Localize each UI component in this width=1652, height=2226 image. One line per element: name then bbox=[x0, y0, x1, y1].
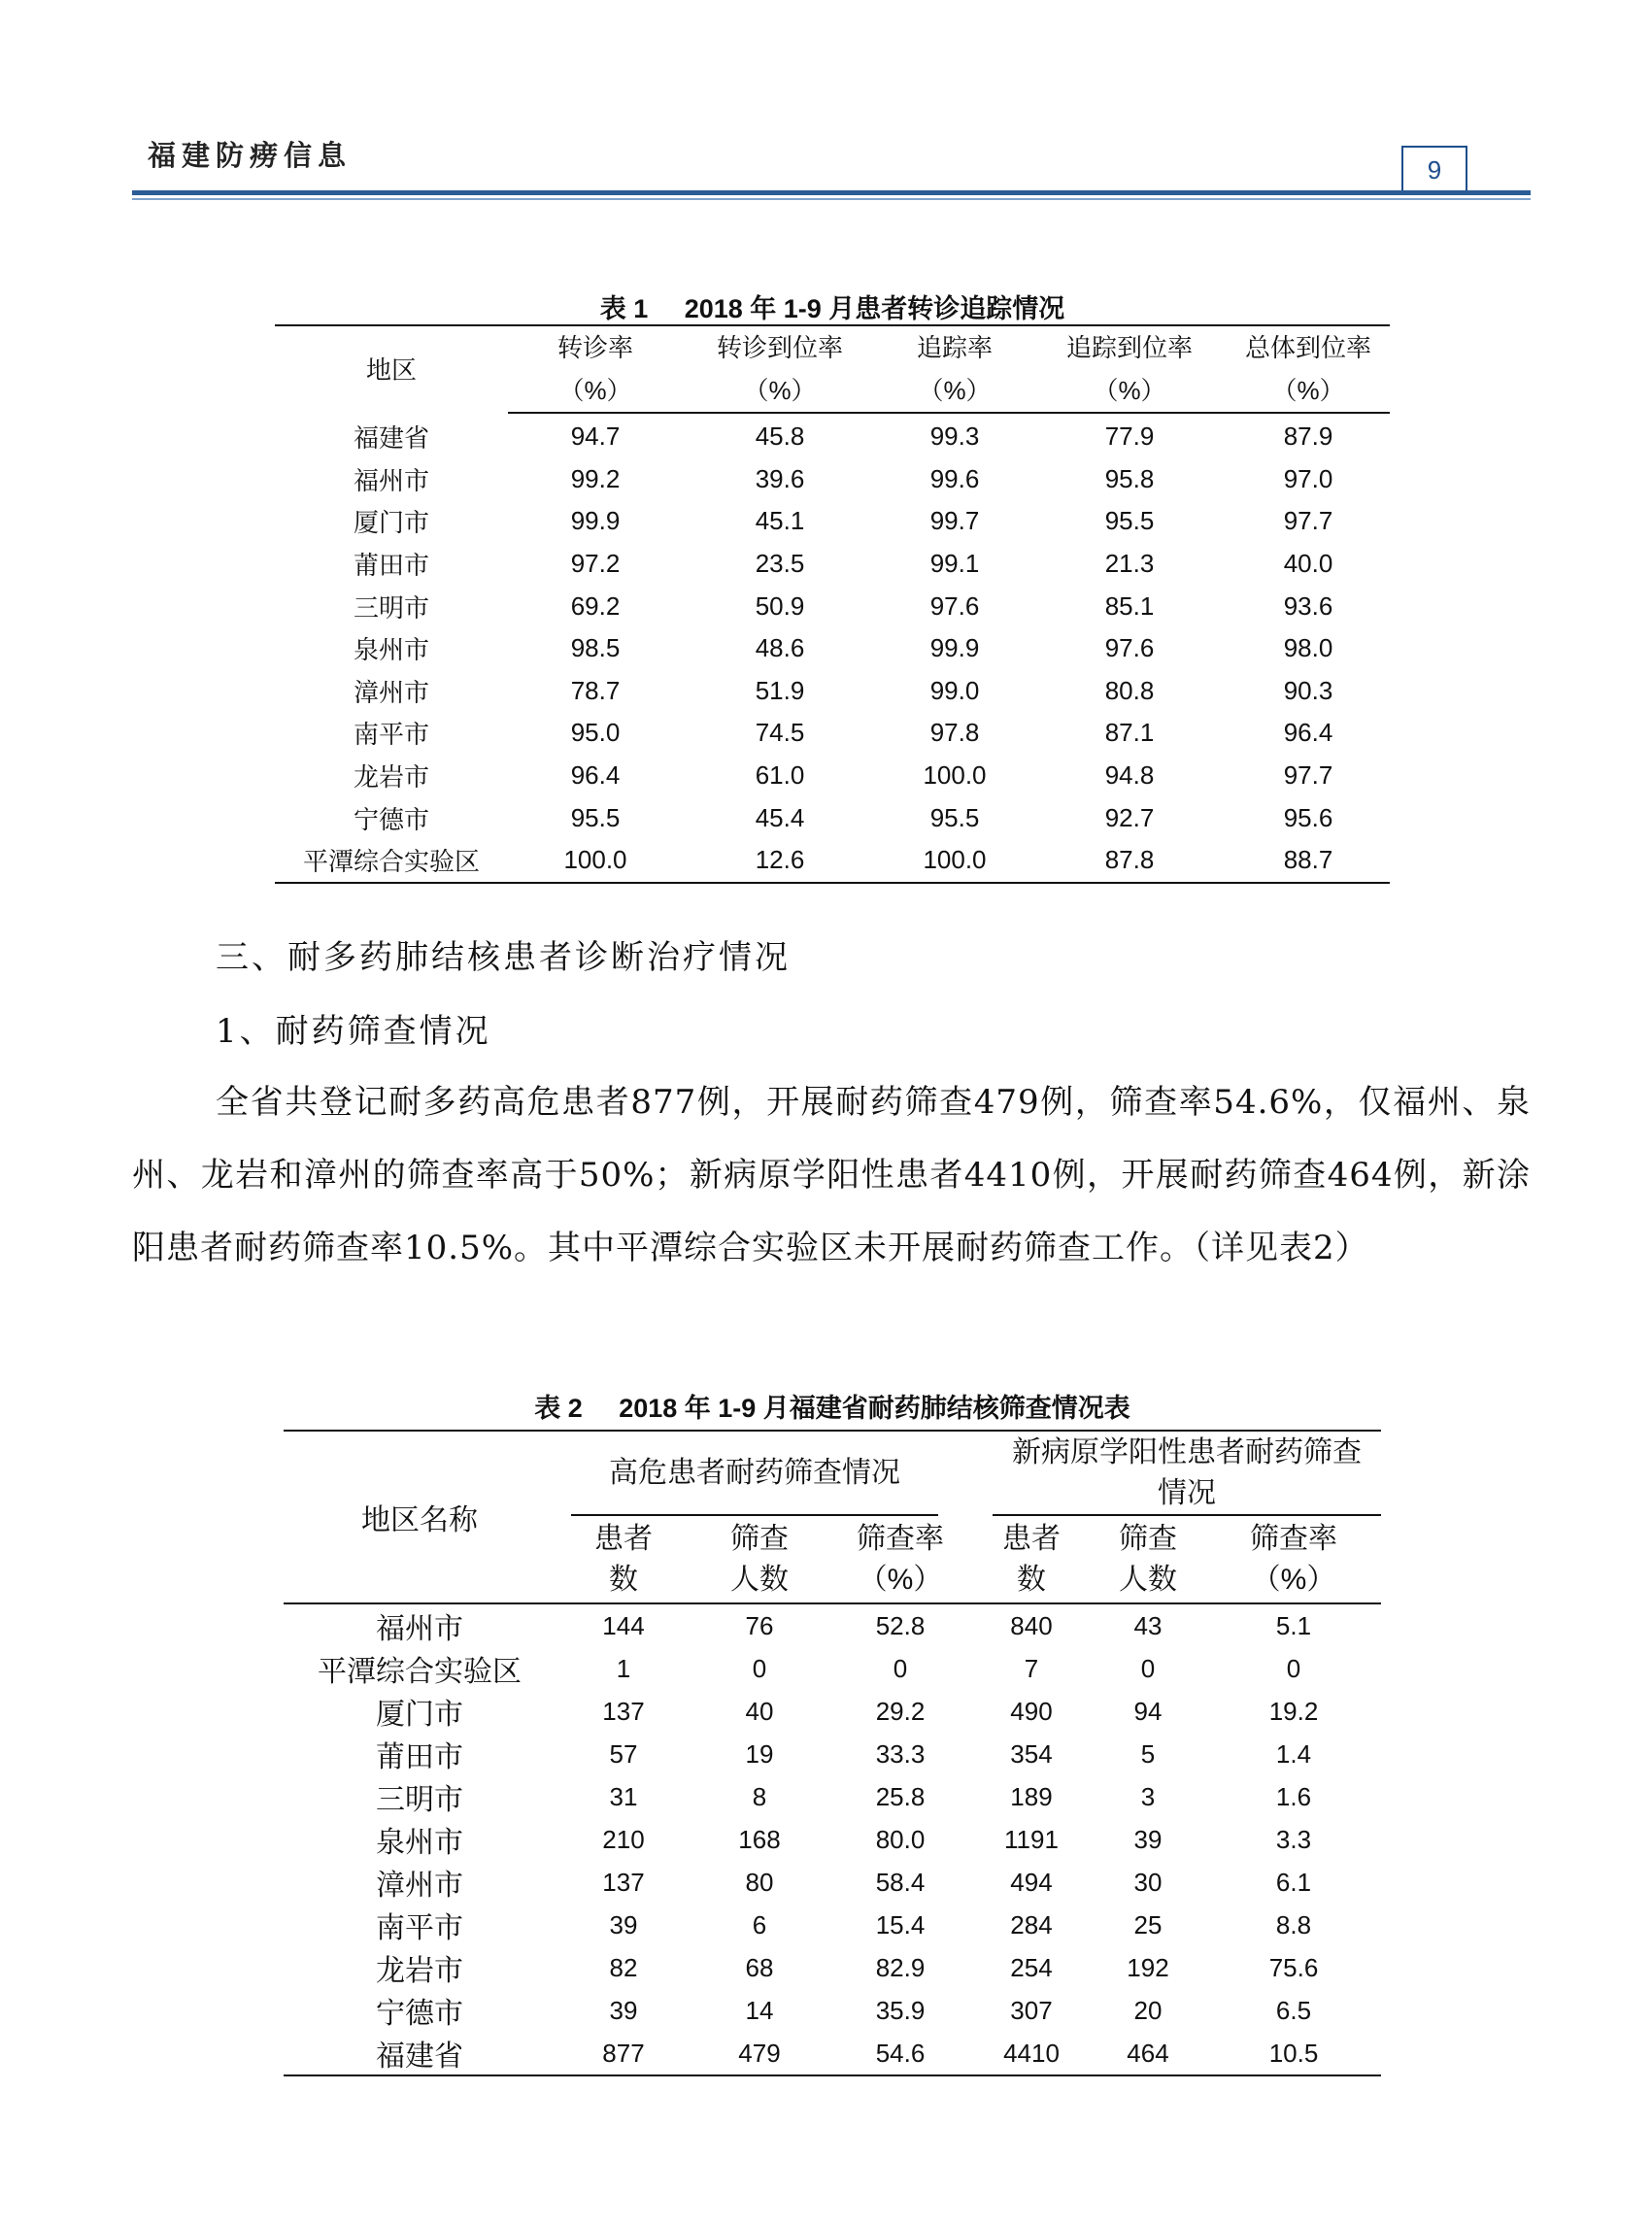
value-cell: 4410 bbox=[1003, 2038, 1060, 2068]
section-paragraph: 全省共登记耐多药高危患者877例，开展耐药筛查479例，筛查率54.6%，仅福州、泉州、龙岩和漳州的筛查率高于50%；新病原学阳性患者4410例，开展耐药筛查464例，新涂阳患者耐药筛查率10.5%。其中平潭综合实验区未开展耐药筛查工作。（详见表2） bbox=[132, 1083, 1531, 1267]
value-cell: 50.9 bbox=[755, 590, 805, 621]
value-cell: 192 bbox=[1127, 1952, 1169, 1982]
value-cell: 5 bbox=[1140, 1738, 1156, 1769]
table2-subheader: 筛查率 （%） bbox=[1206, 1517, 1381, 1603]
table-row bbox=[284, 1690, 1381, 1733]
region-name-cell: 南平市 bbox=[353, 720, 429, 750]
value-cell: 95.5 bbox=[570, 802, 621, 832]
table-row bbox=[275, 670, 1390, 713]
region-name-cell: 漳州市 bbox=[353, 677, 429, 707]
header-title: 福建防痨信息 bbox=[148, 139, 353, 172]
value-cell: 97.7 bbox=[1283, 760, 1333, 791]
value-cell: 7 bbox=[1024, 1653, 1039, 1683]
table-row bbox=[284, 2032, 1381, 2075]
value-cell: 307 bbox=[1010, 1995, 1053, 2025]
value-cell: 87.8 bbox=[1104, 845, 1155, 875]
table1-header-unit: （%） bbox=[508, 369, 683, 413]
value-cell: 354 bbox=[1010, 1738, 1053, 1769]
value-cell: 99.1 bbox=[929, 549, 980, 579]
value-cell: 1191 bbox=[1004, 1824, 1059, 1854]
value-cell: 97.2 bbox=[570, 549, 621, 579]
value-cell: 490 bbox=[1010, 1696, 1053, 1726]
value-cell: 99.0 bbox=[929, 675, 980, 705]
value-cell: 0 bbox=[1286, 1653, 1301, 1683]
value-cell: 45.1 bbox=[755, 506, 805, 536]
value-cell: 3.3 bbox=[1275, 1824, 1312, 1854]
region-name-cell: 三明市 bbox=[353, 592, 429, 623]
value-cell: 77.9 bbox=[1104, 422, 1155, 452]
table-row bbox=[275, 796, 1390, 839]
table2-group-header bbox=[556, 1431, 973, 1517]
value-cell: 52.8 bbox=[875, 1610, 926, 1640]
region-name-cell: 福建省 bbox=[376, 2040, 463, 2074]
region-name-cell: 莆田市 bbox=[376, 1740, 463, 1774]
region-name-cell: 三明市 bbox=[376, 1783, 463, 1817]
value-cell: 80.0 bbox=[875, 1824, 926, 1854]
value-cell: 96.4 bbox=[570, 760, 621, 791]
region-name-cell: 平潭综合实验区 bbox=[302, 847, 480, 877]
value-cell: 494 bbox=[1010, 1867, 1053, 1897]
value-cell: 58.4 bbox=[875, 1867, 926, 1897]
section-heading: 三、耐多药肺结核患者诊断治疗情况 bbox=[216, 938, 791, 977]
value-cell: 39 bbox=[609, 1909, 638, 1939]
region-name-cell: 福州市 bbox=[376, 1612, 463, 1646]
table-row bbox=[275, 627, 1390, 670]
value-cell: 30 bbox=[1133, 1867, 1163, 1897]
value-cell: 95.8 bbox=[1104, 463, 1155, 493]
table-row bbox=[284, 1861, 1381, 1904]
value-cell: 39 bbox=[1133, 1824, 1163, 1854]
table-row bbox=[275, 755, 1390, 797]
value-cell: 3 bbox=[1140, 1781, 1156, 1811]
table2-subheader: 筛查 人数 bbox=[1090, 1517, 1206, 1603]
table2-group-label: 高危患者耐药筛查情况 bbox=[571, 1433, 938, 1516]
table2-header-region: 地区名称 bbox=[284, 1431, 556, 1603]
value-cell: 5.1 bbox=[1275, 1610, 1312, 1640]
region-name-cell: 漳州市 bbox=[376, 1869, 463, 1903]
value-cell: 99.9 bbox=[929, 633, 980, 663]
table2-group-label: 新病原学阳性患者耐药筛查情况 bbox=[993, 1433, 1381, 1516]
value-cell: 840 bbox=[1010, 1610, 1053, 1640]
page-number: 9 bbox=[1401, 146, 1467, 194]
value-cell: 254 bbox=[1010, 1952, 1053, 1982]
table1 bbox=[275, 324, 1390, 884]
table2-body bbox=[284, 1603, 1381, 2075]
value-cell: 94.8 bbox=[1104, 760, 1155, 791]
table-row bbox=[275, 500, 1390, 543]
table1-header: 追踪到位率 bbox=[1065, 333, 1193, 362]
value-cell: 464 bbox=[1127, 2038, 1169, 2068]
value-cell: 95.5 bbox=[1104, 506, 1155, 536]
value-cell: 15.4 bbox=[875, 1909, 926, 1939]
value-cell: 19.2 bbox=[1268, 1696, 1319, 1726]
table-row bbox=[275, 839, 1390, 883]
value-cell: 99.7 bbox=[929, 506, 980, 536]
value-cell: 94.7 bbox=[570, 422, 621, 452]
value-cell: 97.6 bbox=[1104, 633, 1155, 663]
value-cell: 88.7 bbox=[1283, 845, 1333, 875]
value-cell: 12.6 bbox=[755, 845, 805, 875]
value-cell: 68 bbox=[745, 1952, 774, 1982]
value-cell: 19 bbox=[745, 1738, 774, 1769]
table-row bbox=[284, 1904, 1381, 1946]
value-cell: 85.1 bbox=[1104, 590, 1155, 621]
region-name-cell: 泉州市 bbox=[353, 635, 429, 665]
value-cell: 21.3 bbox=[1104, 549, 1155, 579]
value-cell: 76 bbox=[745, 1610, 774, 1640]
value-cell: 96.4 bbox=[1283, 718, 1333, 748]
table-row bbox=[284, 1818, 1381, 1861]
table-row bbox=[275, 585, 1390, 627]
value-cell: 99.2 bbox=[570, 463, 621, 493]
region-name-cell: 厦门市 bbox=[353, 508, 429, 538]
value-cell: 82.9 bbox=[875, 1952, 926, 1982]
table1-header-region: 地区 bbox=[365, 354, 417, 385]
table1-header-unit: （%） bbox=[683, 369, 877, 413]
value-cell: 479 bbox=[738, 2038, 781, 2068]
table-row bbox=[284, 1989, 1381, 2032]
value-cell: 100.0 bbox=[563, 845, 627, 875]
value-cell: 189 bbox=[1010, 1781, 1053, 1811]
value-cell: 99.6 bbox=[929, 463, 980, 493]
header-rule bbox=[132, 190, 1531, 195]
value-cell: 6.1 bbox=[1275, 1867, 1312, 1897]
table-row bbox=[275, 712, 1390, 755]
value-cell: 0 bbox=[752, 1653, 767, 1683]
value-cell: 95.5 bbox=[929, 802, 980, 832]
region-name-cell: 龙岩市 bbox=[353, 762, 429, 793]
value-cell: 74.5 bbox=[755, 718, 805, 748]
table2-group-header bbox=[973, 1431, 1381, 1517]
table1-caption: 表 1 2018 年 1-9 月患者转诊追踪情况 bbox=[599, 294, 1065, 323]
value-cell: 100.0 bbox=[923, 760, 987, 791]
value-cell: 210 bbox=[602, 1824, 645, 1854]
value-cell: 29.2 bbox=[875, 1696, 926, 1726]
value-cell: 95.0 bbox=[570, 718, 621, 748]
value-cell: 99.9 bbox=[570, 506, 621, 536]
region-name-cell: 平潭综合实验区 bbox=[318, 1655, 522, 1689]
table1-header-unit: （%） bbox=[877, 369, 1032, 413]
value-cell: 1 bbox=[616, 1653, 631, 1683]
value-cell: 75.6 bbox=[1268, 1952, 1319, 1982]
region-name-cell: 龙岩市 bbox=[376, 1954, 463, 1988]
value-cell: 137 bbox=[602, 1696, 645, 1726]
value-cell: 61.0 bbox=[755, 760, 805, 791]
value-cell: 97.7 bbox=[1283, 506, 1333, 536]
value-cell: 100.0 bbox=[923, 845, 987, 875]
value-cell: 45.8 bbox=[755, 422, 805, 452]
value-cell: 6 bbox=[752, 1909, 767, 1939]
value-cell: 99.3 bbox=[929, 422, 980, 452]
value-cell: 137 bbox=[602, 1867, 645, 1897]
value-cell: 98.5 bbox=[570, 633, 621, 663]
value-cell: 87.9 bbox=[1283, 422, 1333, 452]
value-cell: 51.9 bbox=[755, 675, 805, 705]
value-cell: 35.9 bbox=[875, 1995, 926, 2025]
value-cell: 10.5 bbox=[1268, 2038, 1319, 2068]
table2-subheader: 患者 数 bbox=[973, 1517, 1090, 1603]
value-cell: 97.0 bbox=[1283, 463, 1333, 493]
table-row bbox=[275, 458, 1390, 501]
value-cell: 39.6 bbox=[755, 463, 805, 493]
value-cell: 43 bbox=[1133, 1610, 1163, 1640]
table2-subheader: 筛查 人数 bbox=[691, 1517, 827, 1603]
value-cell: 40.0 bbox=[1283, 549, 1333, 579]
table1-header: 总体到位率 bbox=[1244, 333, 1371, 362]
table-row bbox=[275, 413, 1390, 458]
table-row bbox=[284, 1946, 1381, 1989]
region-name-cell: 宁德市 bbox=[353, 804, 429, 834]
value-cell: 78.7 bbox=[570, 675, 621, 705]
section-subheading: 1、耐药筛查情况 bbox=[216, 1012, 491, 1051]
value-cell: 33.3 bbox=[875, 1738, 926, 1769]
value-cell: 25.8 bbox=[875, 1781, 926, 1811]
table-row bbox=[284, 1647, 1381, 1690]
value-cell: 1.4 bbox=[1275, 1738, 1312, 1769]
value-cell: 8 bbox=[752, 1781, 767, 1811]
value-cell: 94 bbox=[1133, 1696, 1163, 1726]
table2-subheader: 筛查率 （%） bbox=[827, 1517, 973, 1603]
value-cell: 31 bbox=[609, 1781, 638, 1811]
value-cell: 8.8 bbox=[1275, 1909, 1312, 1939]
value-cell: 45.4 bbox=[755, 802, 805, 832]
value-cell: 1.6 bbox=[1275, 1781, 1312, 1811]
value-cell: 0 bbox=[1140, 1653, 1156, 1683]
region-name-cell: 莆田市 bbox=[353, 551, 429, 581]
table2-caption: 表 2 2018 年 1-9 月福建省耐药肺结核筛查情况表 bbox=[534, 1394, 1130, 1423]
region-name-cell: 泉州市 bbox=[376, 1826, 463, 1860]
value-cell: 284 bbox=[1010, 1909, 1053, 1939]
table2 bbox=[284, 1430, 1381, 2076]
value-cell: 168 bbox=[738, 1824, 781, 1854]
value-cell: 69.2 bbox=[570, 590, 621, 621]
value-cell: 80 bbox=[745, 1867, 774, 1897]
value-cell: 48.6 bbox=[755, 633, 805, 663]
table1-header: 转诊到位率 bbox=[716, 333, 843, 362]
table1-header: 转诊率 bbox=[556, 333, 633, 362]
value-cell: 92.7 bbox=[1104, 802, 1155, 832]
table1-header-unit: （%） bbox=[1032, 369, 1227, 413]
region-name-cell: 福州市 bbox=[353, 465, 429, 495]
value-cell: 93.6 bbox=[1283, 590, 1333, 621]
region-name-cell: 福建省 bbox=[353, 422, 429, 453]
value-cell: 25 bbox=[1133, 1909, 1163, 1939]
value-cell: 80.8 bbox=[1104, 675, 1155, 705]
table1-header-unit: （%） bbox=[1227, 369, 1390, 413]
value-cell: 0 bbox=[893, 1653, 908, 1683]
value-cell: 6.5 bbox=[1275, 1995, 1312, 2025]
value-cell: 82 bbox=[609, 1952, 638, 1982]
header-rule-thin bbox=[132, 198, 1531, 200]
region-name-cell: 宁德市 bbox=[376, 1997, 463, 2031]
region-name-cell: 厦门市 bbox=[376, 1698, 463, 1732]
value-cell: 54.6 bbox=[875, 2038, 926, 2068]
value-cell: 98.0 bbox=[1283, 633, 1333, 663]
table-row bbox=[284, 1733, 1381, 1775]
value-cell: 90.3 bbox=[1283, 675, 1333, 705]
value-cell: 97.6 bbox=[929, 590, 980, 621]
value-cell: 144 bbox=[602, 1610, 645, 1640]
table-row bbox=[275, 543, 1390, 586]
table1-header: 追踪率 bbox=[916, 333, 993, 362]
value-cell: 877 bbox=[602, 2038, 645, 2068]
value-cell: 14 bbox=[745, 1995, 774, 2025]
value-cell: 57 bbox=[609, 1738, 638, 1769]
table-row bbox=[284, 1603, 1381, 1647]
value-cell: 87.1 bbox=[1104, 718, 1155, 748]
table1-body bbox=[275, 413, 1390, 883]
value-cell: 97.8 bbox=[929, 718, 980, 748]
value-cell: 40 bbox=[745, 1696, 774, 1726]
value-cell: 23.5 bbox=[755, 549, 805, 579]
table-row bbox=[284, 1775, 1381, 1818]
region-name-cell: 南平市 bbox=[376, 1911, 463, 1945]
value-cell: 39 bbox=[609, 1995, 638, 2025]
value-cell: 95.6 bbox=[1283, 802, 1333, 832]
value-cell: 20 bbox=[1133, 1995, 1163, 2025]
table2-subheader: 患者 数 bbox=[556, 1517, 691, 1603]
